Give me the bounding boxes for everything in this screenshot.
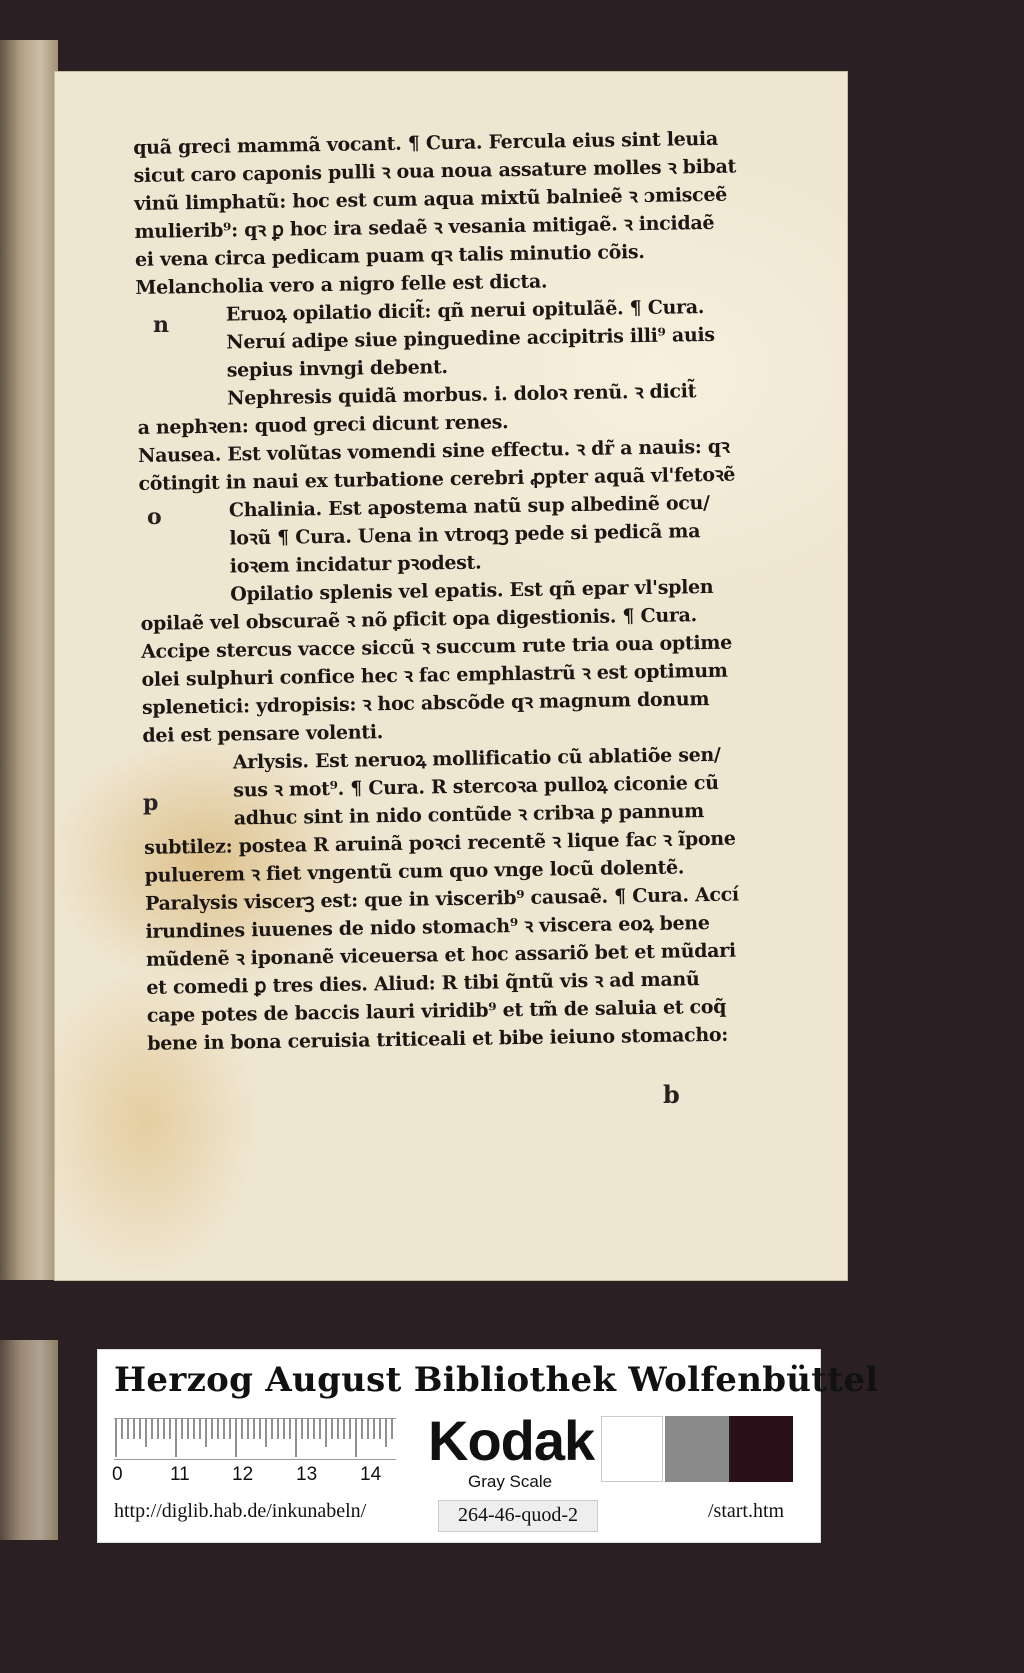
ruler-label: 13 [296, 1464, 318, 1485]
text-line: ei vena circa pedicam puam qꝛ talis minutio cõis. [134, 240, 645, 271]
margin-letter-o: o [147, 504, 162, 530]
ruler-ticks [114, 1419, 396, 1459]
text-line: Chalinia. Est apostema natũ sup albedinẽ ocu/ [228, 491, 710, 522]
swatch-gray [665, 1416, 729, 1482]
text-line: Nausea. Est volũtas vomendi sine effectu. ꝛ dr̃ a nauis: qꝛ [137, 435, 730, 467]
text-line: opilaẽ vel obscuraẽ ꝛ nõ ꝑficit opa digestionis. ¶ Cura. [140, 604, 698, 635]
text-line: sepius invngi debent. [226, 356, 448, 382]
ruler [114, 1418, 396, 1498]
text-line: puluerem ꝛ fiet vngentũ cum quo vnge locũ dolentẽ. [144, 856, 685, 887]
text-line: mũdenẽ ꝛ iponanẽ viceuersa et hoc assariõ bet et mũdari [145, 939, 736, 971]
text-line: splenetici: ydropisis: ꝛ hoc abscõde qꝛ magnum donum [141, 688, 710, 719]
text-line: et comedi ꝑ tres dies. Aliud: R tibi q̃ntũ vis ꝛ ad manũ [146, 968, 700, 999]
text-line: olei sulphuri confice hec ꝛ fac emphlastrũ ꝛ est optimum [141, 659, 728, 691]
text-line: cõtingit in naui ex turbatione cerebri ꝓpter aquã vl'fetoꝛẽ [138, 463, 736, 495]
swatch-black [731, 1416, 793, 1482]
kodak-logo: Kodak [428, 1409, 595, 1472]
text-line: cape potes de baccis lauri viridib⁹ et tm̃ de saluia et coq̃ [146, 995, 727, 1027]
adjacent-page-edge-lower [0, 1340, 58, 1540]
url-suffix: /start.htm [708, 1500, 785, 1522]
text-line: ioꝛem incidatur pꝛodest. [229, 551, 482, 578]
text-line: loꝛũ ¶ Cura. Uena in vtroqꝫ pede si pedicã ma [229, 520, 701, 550]
text-line: mulierib⁹: qꝛ ꝑ hoc ira sedaẽ ꝛ vesania mitigaẽ. ꝛ incidaẽ [134, 211, 715, 243]
text-line: Arlysis. Est neruoꝝ mollificatio cũ ablatiõe sen/ [232, 743, 721, 774]
text-line: Neruí adipe siue pinguedine accipitris illi⁹ auis [226, 323, 715, 354]
ruler-label: 0 [112, 1464, 123, 1485]
swatch-white [601, 1416, 663, 1482]
ruler-label: 11 [170, 1464, 190, 1485]
text-line: quã greci mammã vocant. ¶ Cura. Fercula eius sint leuia [133, 127, 719, 159]
margin-letter-n: n [153, 312, 169, 338]
color-target-card [98, 1350, 879, 1542]
library-name: Herzog August Bibliothek Wolfenbüttel [114, 1360, 879, 1400]
text-line: Opilatio splenis vel epatis. Est qñ epar vl'splen [230, 575, 714, 606]
text-line: sicut caro caponis pulli ꝛ oua noua assature molles ꝛ bibat [133, 155, 737, 187]
text-line: Eruoꝝ opilatio dicit̃: qñ nerui opitulãẽ. ¶ Cura. [225, 296, 705, 326]
text-line: vinũ limphatũ: hoc est cum aqua mixtũ balnieẽ ꝛ ɔmisceẽ [133, 183, 728, 215]
text-line: a nephꝛen: quod greci dicunt renes. [137, 411, 509, 439]
page-text [133, 124, 797, 1058]
book-page [55, 72, 847, 1280]
text-line: subtilez: postea R aruinã poꝛci recentẽ ꝛ lique fac ꝛ ĩpone [144, 827, 736, 859]
text-line: Melancholia vero a nigro felle est dicta. [135, 270, 548, 299]
text-line: dei est pensare volenti. [142, 721, 384, 747]
text-line: Nephresis quidã morbus. i. doloꝛ renũ. ꝛ dicit̃ [226, 380, 697, 410]
text-line: Paralysis viscerꝫ est: que in viscerib⁹ causaẽ. ¶ Cura. Accí [144, 883, 740, 915]
signature-mark: b [663, 1080, 680, 1109]
shelfmark: 264-46-quod-2 [458, 1504, 578, 1526]
url-prefix: http://diglib.hab.de/inkunabeln/ [114, 1500, 367, 1522]
text-line: sus ꝛ mot⁹. ¶ Cura. R stercoꝛa pulloꝝ ciconie cũ [233, 771, 719, 802]
shelfmark-box [438, 1500, 598, 1532]
text-line: irundines iuuenes de nido stomach⁹ ꝛ viscera eoꝝ bene [145, 912, 710, 943]
margin-letter-p: p [143, 790, 159, 816]
ruler-label: 14 [360, 1464, 382, 1485]
ruler-label: 12 [232, 1464, 254, 1485]
adjacent-page-edge [0, 40, 58, 1280]
ruler-scale [114, 1418, 396, 1460]
text-line: Accipe stercus vacce siccũ ꝛ succum rute tria oua optime [140, 631, 733, 663]
text-line: adhuc sint in nido contũde ꝛ cribꝛa ꝑ pannum [233, 800, 705, 830]
text-line: bene in bona ceruisia triticeali et bibe ieiuno stomacho: [147, 1023, 729, 1055]
gray-scale-label: Gray Scale [468, 1472, 553, 1491]
